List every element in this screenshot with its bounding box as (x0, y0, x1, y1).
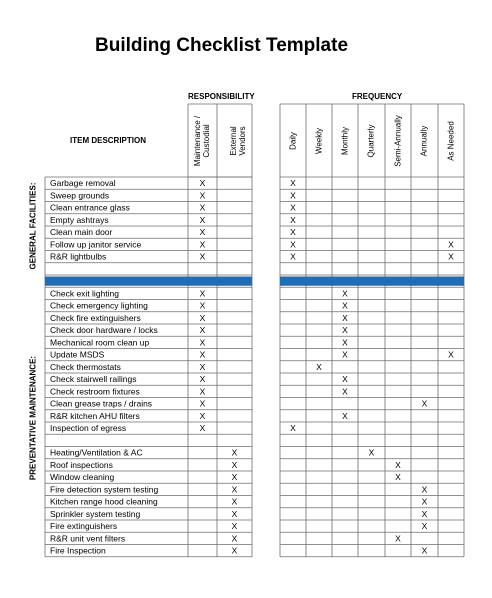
check-mark: X (290, 190, 296, 201)
checklist-item-label: Check door hardware / locks (50, 325, 158, 335)
check-mark: X (290, 227, 296, 237)
check-mark: X (231, 533, 238, 544)
check-mark: X (421, 521, 428, 531)
check-mark: X (290, 202, 296, 213)
check-mark: X (290, 214, 296, 225)
checklist-item-label: Garbage removal (50, 178, 116, 188)
check-mark: X (199, 398, 206, 409)
annually-header: Annually (419, 125, 429, 157)
daily-header: Daily (288, 132, 298, 150)
weekly-header: Weekly (314, 127, 324, 155)
check-mark: X (231, 496, 238, 507)
checklist-item-label: Fire extinguishers (50, 521, 118, 531)
check-mark: X (231, 459, 238, 470)
checklist-item-label: Inspection of egress (50, 423, 127, 433)
checklist-item-label: Heating/Ventilation & AC (50, 447, 143, 458)
semi-annually-header: Semi-Annually (393, 115, 403, 167)
checklist-item-label: Sweep grounds (50, 190, 110, 201)
check-mark: X (342, 374, 348, 384)
section-divider-band (280, 277, 464, 286)
check-mark: X (368, 447, 375, 458)
check-mark: X (199, 288, 206, 299)
check-mark: X (342, 349, 348, 360)
check-mark: X (395, 472, 401, 482)
checklist-item-label: Update MSDS (50, 349, 105, 360)
checklist-item-label: Clean main door (50, 227, 113, 237)
check-mark: X (290, 239, 296, 250)
check-mark: X (290, 423, 296, 433)
check-mark: X (199, 300, 206, 311)
check-mark: X (199, 337, 206, 348)
check-mark: X (421, 508, 428, 519)
check-mark: X (342, 312, 348, 323)
checklist-item-label: Check fire extinguishers (50, 312, 141, 323)
check-mark: X (199, 190, 206, 201)
check-mark: X (421, 545, 428, 556)
check-mark: X (342, 386, 348, 397)
checklist-item-label: Follow up janitor service (50, 239, 142, 250)
checklist-item-label: Check exit lighting (50, 288, 119, 299)
check-mark: X (231, 521, 238, 531)
check-mark: X (342, 410, 348, 421)
check-mark: X (199, 214, 206, 225)
check-mark: X (199, 423, 206, 433)
checklist-item-label: Check thermostats (50, 361, 121, 372)
checklist-item-label: Clean grease traps / drains (50, 398, 153, 409)
checklist-item-label: Mechanical room clean up (50, 337, 150, 348)
frequency-header: FREQUENCY (352, 92, 403, 101)
external-vendors-header: External Vendors (229, 126, 247, 156)
check-mark: X (199, 349, 206, 360)
check-mark: X (199, 361, 206, 372)
check-mark: X (342, 300, 348, 311)
responsibility-header: RESPONSIBILITY (188, 92, 255, 101)
quarterly-header: Quarterly (366, 124, 376, 158)
check-mark: X (231, 447, 238, 458)
check-mark: X (231, 472, 238, 482)
check-mark: X (290, 178, 296, 188)
checklist-item-label: Roof inspections (50, 459, 113, 470)
check-mark: X (199, 202, 206, 213)
as-needed-header: As Needed (446, 121, 456, 161)
checklist-item-label: R&R kitchen AHU filters (50, 410, 140, 421)
page-title: Building Checklist Template (95, 35, 349, 56)
maintenance-custodial-header: Maintenance / Custodial (193, 115, 211, 167)
check-mark: X (421, 484, 428, 495)
checklist-item-label: Sprinkler system testing (50, 508, 141, 519)
check-mark: X (199, 325, 206, 335)
checklist-item-label: Fire detection system testing (50, 484, 159, 495)
check-mark: X (199, 239, 206, 250)
checklist-item-label: Window cleaning (50, 472, 115, 482)
check-mark: X (448, 349, 454, 360)
check-mark: X (231, 508, 238, 519)
check-mark: X (395, 459, 401, 470)
checklist-item-label: Empty ashtrays (50, 214, 109, 225)
checklist-item-label: Check emergency lighting (50, 300, 148, 311)
checklist-item-label: Kitchen range hood cleaning (50, 496, 158, 507)
checklist-item-label: Fire Inspection (50, 545, 106, 556)
check-mark: X (199, 386, 206, 397)
check-mark: X (199, 178, 206, 188)
check-mark: X (342, 325, 348, 335)
general-facilities-label: GENERAL FACILITIES: (28, 182, 38, 270)
check-mark: X (231, 545, 238, 556)
check-mark: X (448, 239, 454, 250)
check-mark: X (342, 288, 348, 299)
check-mark: X (342, 337, 348, 348)
check-mark: X (316, 361, 322, 372)
checklist-item-label: Check stairwell railings (50, 374, 137, 384)
checklist-item-label: Clean entrance glass (50, 202, 130, 213)
checklist-item-label: R&R lightbulbs (50, 251, 107, 262)
section-divider-band (45, 277, 252, 286)
checklist-item-label: R&R unit vent filters (50, 533, 126, 544)
check-mark: X (421, 398, 428, 409)
monthly-header: Monthly (340, 126, 350, 156)
check-mark: X (199, 227, 206, 237)
check-mark: X (199, 374, 206, 384)
check-mark: X (290, 251, 296, 262)
check-mark: X (199, 312, 206, 323)
check-mark: X (395, 533, 401, 544)
check-mark: X (448, 251, 454, 262)
check-mark: X (199, 410, 206, 421)
preventative-maintenance-label: PREVENTATIVE MAINTENANCE: (28, 355, 38, 481)
check-mark: X (231, 484, 238, 495)
check-mark: X (421, 496, 428, 507)
checklist-item-label: Check restroom fixtures (50, 386, 140, 397)
check-mark: X (199, 251, 206, 262)
item-description-header: ITEM DESCRIPTION (70, 136, 147, 145)
